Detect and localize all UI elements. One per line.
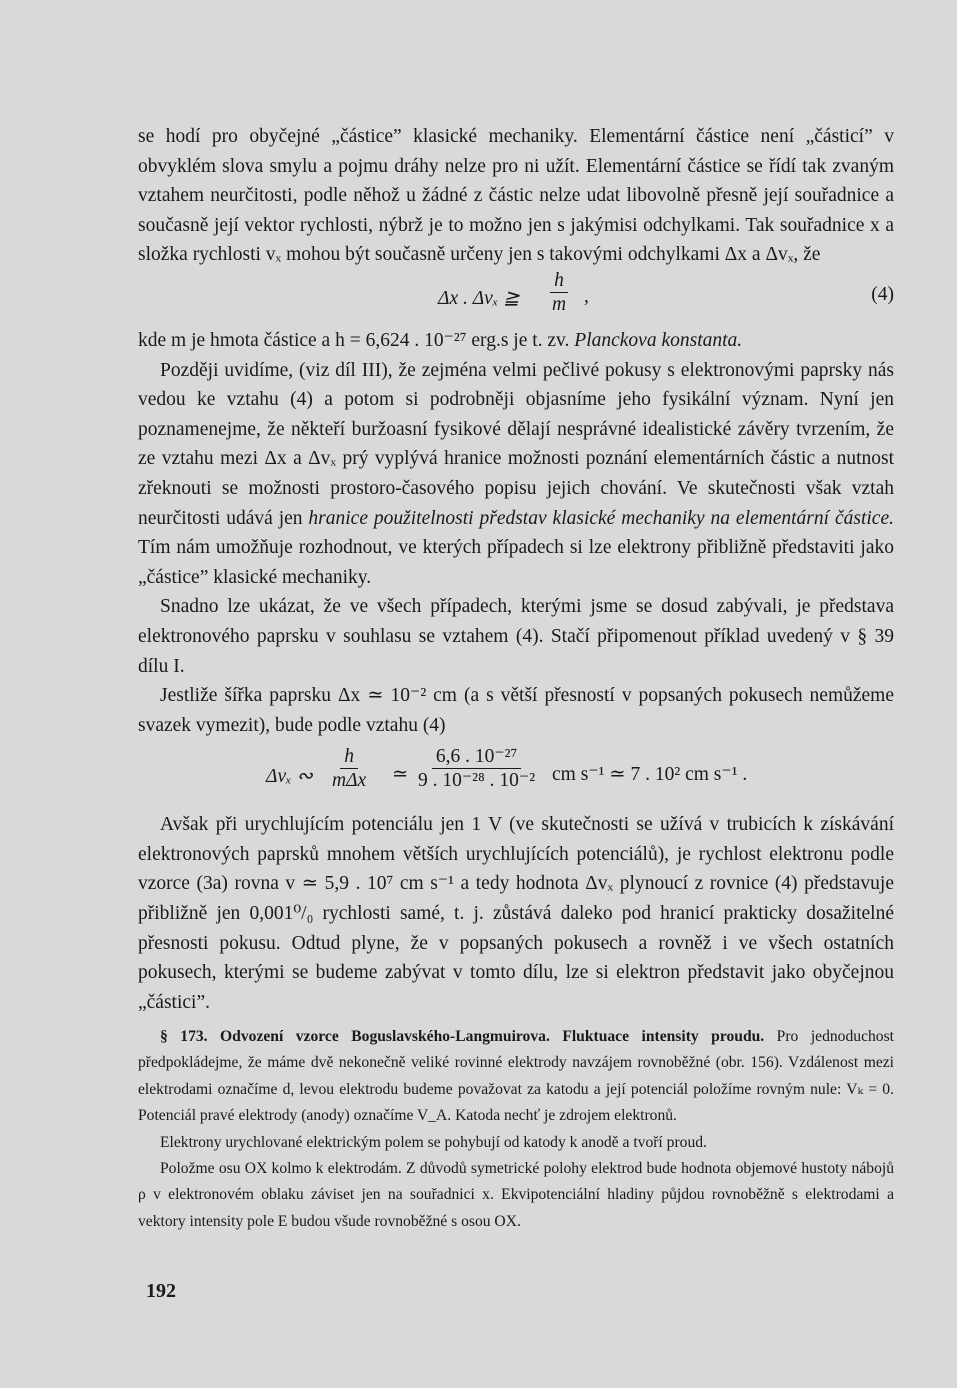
section-173 [138, 1024, 894, 1235]
section-173-heading: § 173. Odvození vzorce Boguslavského-Langmuirova. Fluktuace intensity proudu. [160, 1028, 765, 1045]
paragraph-2-text: kde m je hmota částice a h = 6,624 . 10⁻²⁷ erg.s je t. zv. [138, 329, 575, 351]
section-173-body: Pro jednoduchost předpokládejme, že máme dvě nekonečně veliké rovinné elektrody navzájem rovnoběžné (obr. 156). Vzdálenost mezi elektrodami označíme d, levou elektrodu budeme považovat za katodu a její potenciál položíme rovným nule: Vₖ = 0. Potenciál pravé elektrody (anody) označíme V_A. Katoda nechť je zdrojem elektronů. [138, 1028, 894, 1125]
eq-velocity-lhs: Δvₓ ∾ [266, 766, 313, 788]
eq4-denominator: m [552, 293, 567, 315]
eq-velocity-rhs: cm s⁻¹ ≃ 7 . 10² cm s⁻¹ . [552, 764, 748, 786]
eq-velocity-f1-den: mΔx [332, 770, 367, 792]
planck-constant-term: Planckova konstanta. [574, 329, 743, 351]
section-173-paragraph-3: Položme osu OX kolmo k elektrodám. Z důvodů symetrické polohy elektrod bude hodnota objemové hustoty nábojů ρ v elektronovém oblaku záviset jen na souřadnici x. Ekvipotenciální hladiny půjdou rovnoběžně s elektrodami a vektory intensity pole E budou všude rovnoběžné s osou OX. [138, 1160, 894, 1230]
section-173-paragraph-1 [138, 1024, 894, 1130]
eq-velocity-fraction-1 [328, 746, 370, 793]
eq-velocity-approx: ≃ [392, 764, 409, 786]
equation-velocity [138, 740, 894, 810]
paragraph-5: Jestliže šířka paprsku Δx ≃ 10⁻² cm (a s větší přesností v popsaných pokusech nemůžeme svazek vymezit), bude podle vztahu (4) [138, 685, 894, 736]
paragraph-1: se hodí pro obyčejné „částice” klasické mechaniky. Elementární částice není „částicí” v obvyklém slova smylu a pojmu dráhy nelze pro ni užít. Elementární částice se řídí tak zvaným vztahem neurčitosti, podle něhož u žádné z částic nelze udat libovolně přesně její souřadnice a současně její vektor rychlosti, nýbrž je to možno jen s jakýmisi odchylkami. Tak souřadnice x a složka rychlosti vₓ mohou být současně určeny jen s takovými odchylkami Δx a Δvₓ, že [138, 126, 894, 266]
eq4-numerator: h [550, 270, 568, 293]
eq4-number: (4) [871, 283, 894, 305]
eq4-fraction [548, 270, 570, 317]
paragraph-3-text-c: Tím nám umožňuje rozhodnout, ve kterých případech si lze elektrony přibližně představiti jako „částice” klasické mechaniky. [138, 537, 894, 588]
paragraph-3-italic: hranice použitelnosti představ klasické mechaniky na elementární částice. [308, 507, 894, 529]
equation-4 [138, 270, 894, 326]
section-173-paragraph-2: Elektrony urychlované elektrickým polem se pohybují od katody k anodě a tvoří proud. [160, 1133, 707, 1151]
eq-velocity-f2-num: 6,6 . 10⁻²⁷ [432, 746, 521, 769]
eq-velocity-fraction-2 [414, 746, 539, 793]
eq4-comma: , [584, 285, 589, 307]
paragraph-2 [138, 326, 894, 356]
main-text [138, 122, 894, 1017]
paragraph-3 [138, 356, 894, 593]
eq-velocity-f2-den: 9 . 10⁻²⁸ . 10⁻² [418, 770, 536, 792]
paragraph-3-text-a: Později uvidíme, (viz díl III), že zejména velmi pečlivé pokusy s elektronovými paprsky nás vedou ke vztahu (4) a potom si podrobněji objasníme jeho fysikální význam. Nyní jen poznamenejme, že někteří buržoasní fysikové dělají nesprávné idealistické závěry tvrzením, že ze vztahu mezi Δx a Δvₓ prý vyplývá hranice možnosti poznání elementárních částic a nutnost zřeknouti se možnosti prostoro-časového popisu jejich chování. Ve skutečnosti však vztah neurčitosti udává jen [138, 359, 894, 529]
eq4-lhs: Δx . Δvₓ ≧ [438, 287, 520, 309]
eq-velocity-f1-num: h [340, 746, 358, 769]
paragraph-6: Avšak při urychlujícím potenciálu jen 1 V (ve skutečnosti se užívá v trubicích k získávání elektronových paprsků mnohem větších urychlujících potenciálů), je rychlost elektronu podle vzorce (3a) rovna v ≃ 5,9 . 10⁷ cm s⁻¹ a tedy hodnota Δvₓ plynoucí z rovnice (4) představuje přibližně jen 0,001⁰/₀ rychlosti samé, t. j. zůstává daleko pod hranicí prakticky dosažitelné přesnosti pokusu. Odtud plyne, že v popsaných pokusech a rovněž i ve všech ostatních pokusech, kterými se budeme zabývat v tomto dílu, lze si elektron představit jako obyčejnou „částici”. [138, 814, 894, 1013]
page-number: 192 [146, 1280, 176, 1302]
paragraph-4: Snadno lze ukázat, že ve všech případech, kterými jsme se dosud zabývali, je představa elektronového paprsku v souhlasu se vztahem (4). Stačí připomenout příklad uvedený v § 39 dílu I. [138, 596, 894, 677]
